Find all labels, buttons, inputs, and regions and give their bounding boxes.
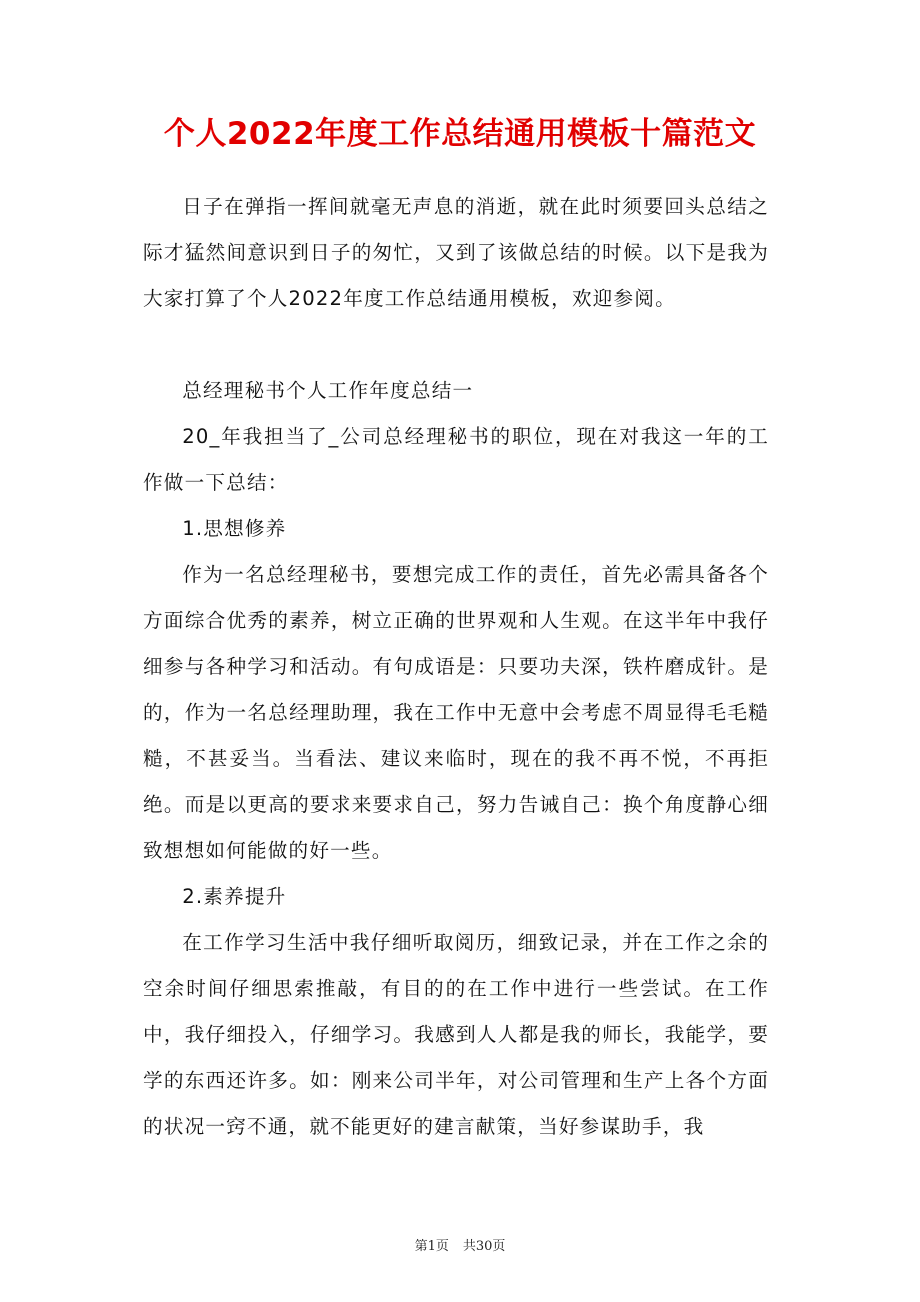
document-title: 个人2022年度工作总结通用模板十篇范文 — [163, 116, 757, 152]
document-body — [143, 184, 769, 1150]
body-paragraph: 在工作学习生活中我仔细听取阅历，细致记录，并在工作之余的空余时间仔细思索推敲，有目的的在工作中进行一些尝试。在工作中，我仔细投入，仔细学习。我感到人人都是我的师长，我能学，要学的东西还许多。如：刚来公司半年，对公司管理和生产上各个方面的状况一窍不通，就不能更好的建言献策，当好参谋助手，我 — [143, 931, 769, 1138]
body-paragraph: 作为一名总经理秘书，要想完成工作的责任，首先必需具备各个方面综合优秀的素养，树立正确的世界观和人生观。在这半年中我仔细参与各种学习和活动。有句成语是：只要功夫深，铁杵磨成针。是的，作为一名总经理助理，我在工作中无意中会考虑不周显得毛毛糙糙，不甚妥当。当看法、建议来临时，现在的我不再不悦，不再拒绝。而是以更高的要求来要求自己，努力告诫自己：换个角度静心细致想想如何能做的好一些。 — [143, 563, 769, 862]
body-paragraph: 20_年我担当了_公司总经理秘书的职位，现在对我这一年的工作做一下总结： — [143, 425, 769, 494]
page-footer — [0, 1237, 920, 1257]
section-heading: 总经理秘书个人工作年度总结一 — [182, 379, 474, 402]
page-total: 共30页 — [462, 1239, 506, 1254]
page-number: 第1页 — [414, 1239, 449, 1254]
intro-paragraph: 日子在弹指一挥间就毫无声息的消逝，就在此时须要回头总结之际才猛然间意识到日子的匆忙，又到了该做总结的时候。以下是我为大家打算了个人2022年度工作总结通用模板，欢迎参阅。 — [143, 195, 769, 310]
subheading: 1.思想修养 — [182, 517, 287, 540]
subheading: 2.素养提升 — [182, 885, 287, 908]
